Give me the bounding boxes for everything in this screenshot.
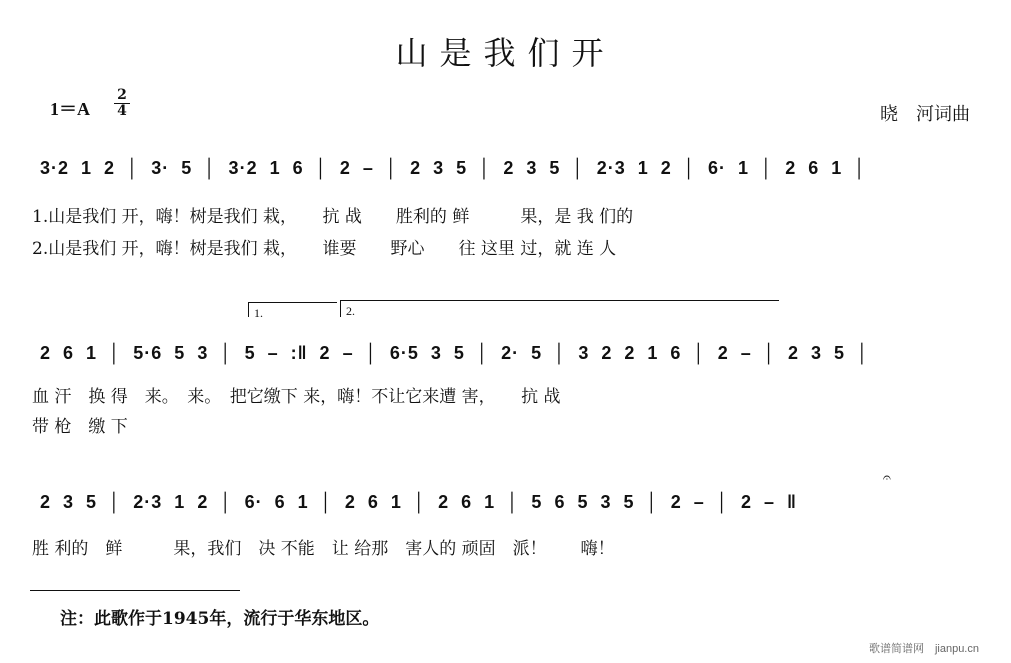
time-signature	[114, 88, 130, 119]
volta-label-1: 1.	[254, 306, 263, 320]
time-signature-top: 2	[114, 88, 130, 104]
volta-label-2: 2.	[346, 304, 355, 318]
footnote-divider	[30, 590, 240, 591]
staff-line-3-lyric-verse-1: 胜 利的 鲜 果，我们 决 不能 让 给那 害人的 顽固 派！ 嗨！	[32, 539, 615, 559]
volta-bracket-2	[340, 300, 779, 317]
staff-line-3-notes: 2 3 5 │ 2·3 1 2 │ 6· 6 1 │ 2 6 1 │ 2 6 1 │ 5 6 5 3 5 │ 2 – │ 2 – ‖	[40, 492, 797, 512]
staff-line-2-lyric-verse-2: 带 枪 缴 下	[32, 417, 128, 437]
key-signature: 1＝A	[50, 99, 90, 119]
fermata-icon: 𝄐	[883, 470, 891, 486]
staff-line-1-notes: 3·2 1 2 │ 3· 5 │ 3·2 1 6 │ 2 – │ 2 3 5 │ 2 3 5 │ 2·3 1 2 │ 6· 1 │ 2 6 1 │	[40, 158, 867, 178]
song-title: 山是我们开	[395, 34, 616, 72]
footnote: 注：此歌作于1945年，流行于华东地区。	[60, 609, 380, 629]
author-credit: 晓 河词曲	[880, 104, 970, 125]
staff-line-2-lyric-verse-1: 血 汗 换 得 来。 来。 把它缴下 来，嗨！不让它来遭 害， 抗 战	[32, 387, 561, 407]
staff-line-1-lyric-verse-1: 1.山是我们 开，嗨！树是我们 栽， 抗 战 胜利的 鲜 果，是 我 们的	[32, 207, 634, 227]
time-signature-bottom: 4	[117, 103, 127, 119]
site-watermark: 歌谱简谱网 jianpu.cn	[868, 643, 979, 655]
staff-line-2-notes: 2 6 1 │ 5·6 5 3 │ 5 – :‖ 2 – │ 6·5 3 5 │ 2· 5 │ 3 2 2 1 6 │ 2 – │ 2 3 5 │	[40, 343, 870, 363]
staff-line-1-lyric-verse-2: 2.山是我们 开，嗨！树是我们 栽， 谁要 野心 往 这里 过，就 连 人	[32, 239, 617, 259]
